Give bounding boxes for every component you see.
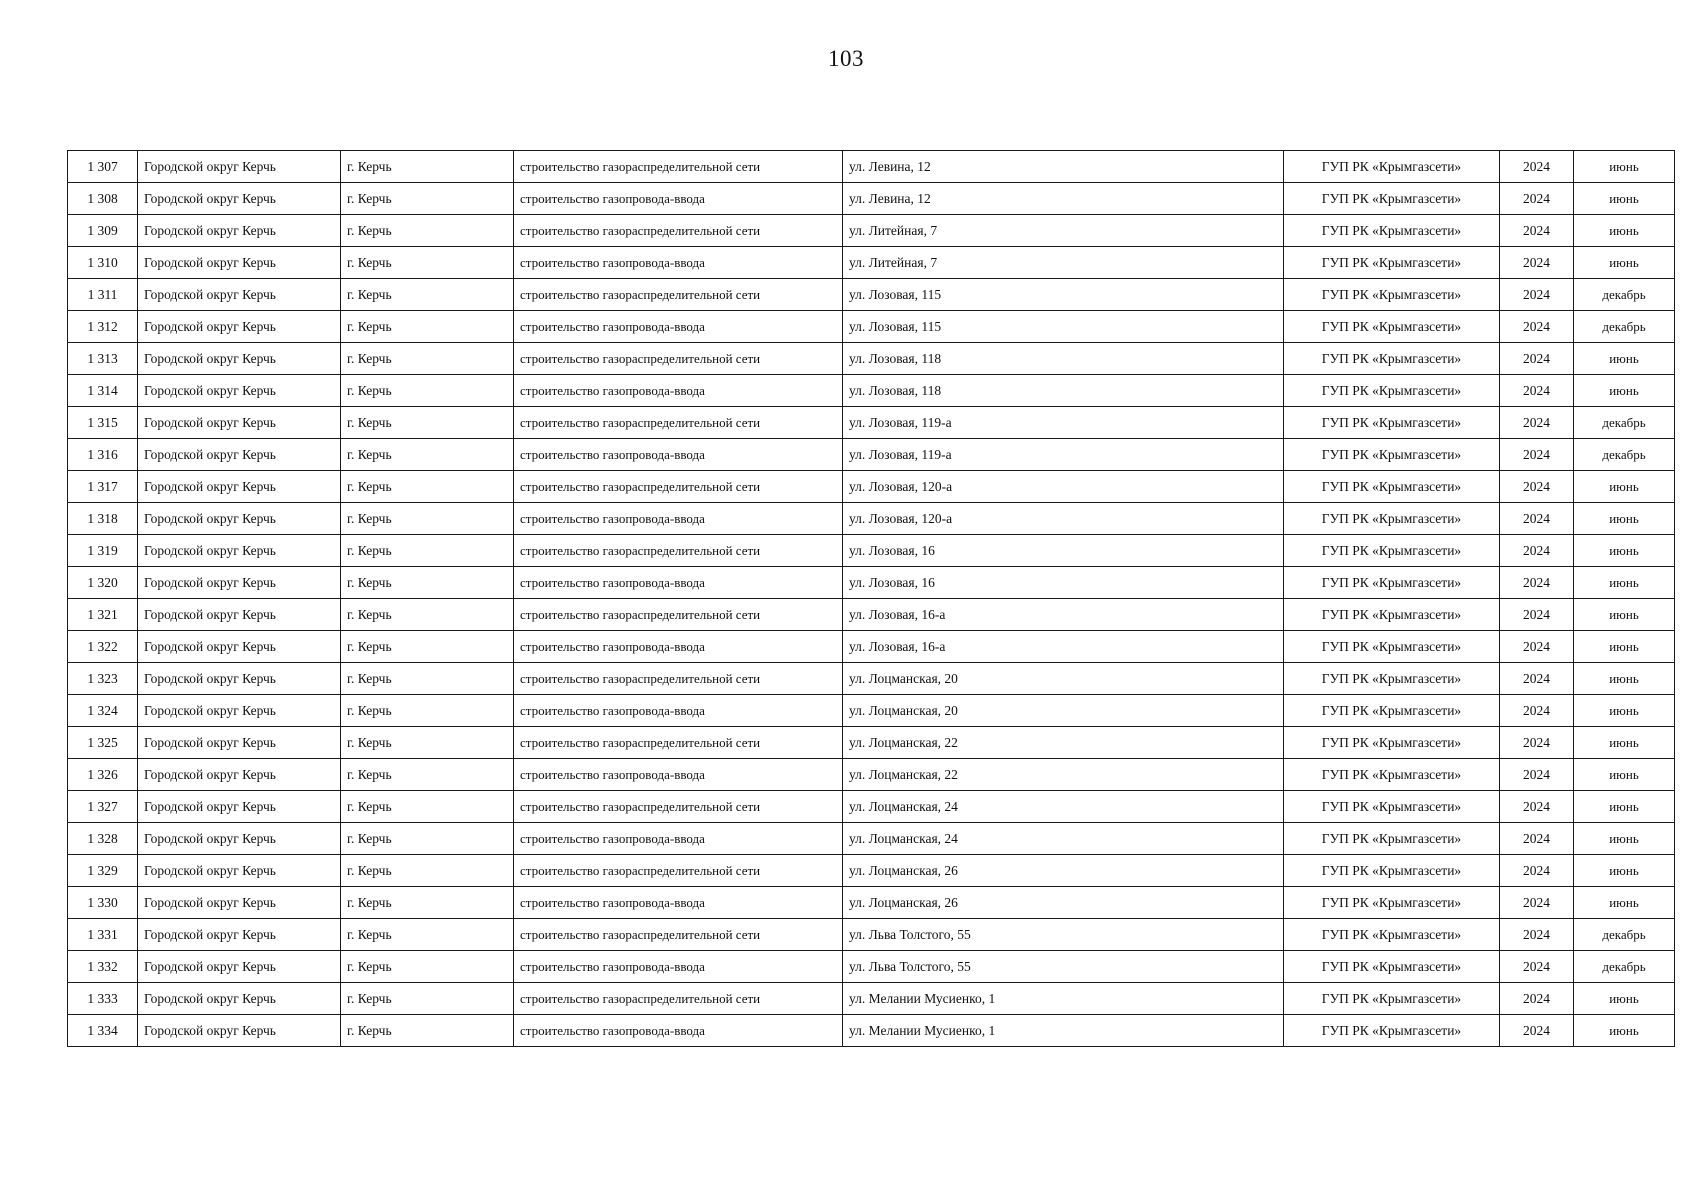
- address-cell: ул. Лозовая, 115: [843, 311, 1284, 343]
- row-number: 1 308: [68, 183, 138, 215]
- city-cell: г. Керчь: [341, 151, 514, 183]
- work-type-cell: строительство газораспределительной сети: [514, 919, 843, 951]
- city-cell: г. Керчь: [341, 407, 514, 439]
- year-cell: 2024: [1500, 1015, 1574, 1047]
- organization-cell: ГУП РК «Крымгазсети»: [1284, 663, 1500, 695]
- address-cell: ул. Лозовая, 16-а: [843, 599, 1284, 631]
- table-row: [68, 535, 1675, 567]
- row-number: 1 327: [68, 791, 138, 823]
- year-cell: 2024: [1500, 631, 1574, 663]
- city-cell: г. Керчь: [341, 599, 514, 631]
- district-cell: Городской округ Керчь: [138, 1015, 341, 1047]
- row-number: 1 334: [68, 1015, 138, 1047]
- row-number: 1 330: [68, 887, 138, 919]
- address-cell: ул. Лозовая, 120-а: [843, 503, 1284, 535]
- address-cell: ул. Левина, 12: [843, 183, 1284, 215]
- row-number: 1 319: [68, 535, 138, 567]
- work-type-cell: строительство газораспределительной сети: [514, 535, 843, 567]
- month-cell: декабрь: [1574, 951, 1675, 983]
- city-cell: г. Керчь: [341, 343, 514, 375]
- organization-cell: ГУП РК «Крымгазсети»: [1284, 1015, 1500, 1047]
- work-type-cell: строительство газораспределительной сети: [514, 727, 843, 759]
- city-cell: г. Керчь: [341, 1015, 514, 1047]
- organization-cell: ГУП РК «Крымгазсети»: [1284, 375, 1500, 407]
- city-cell: г. Керчь: [341, 759, 514, 791]
- row-number: 1 310: [68, 247, 138, 279]
- work-type-cell: строительство газораспределительной сети: [514, 855, 843, 887]
- table-row: [68, 471, 1675, 503]
- city-cell: г. Керчь: [341, 439, 514, 471]
- row-number: 1 333: [68, 983, 138, 1015]
- organization-cell: ГУП РК «Крымгазсети»: [1284, 727, 1500, 759]
- year-cell: 2024: [1500, 183, 1574, 215]
- table-row: [68, 183, 1675, 215]
- year-cell: 2024: [1500, 727, 1574, 759]
- organization-cell: ГУП РК «Крымгазсети»: [1284, 215, 1500, 247]
- organization-cell: ГУП РК «Крымгазсети»: [1284, 855, 1500, 887]
- row-number: 1 313: [68, 343, 138, 375]
- district-cell: Городской округ Керчь: [138, 855, 341, 887]
- table-row: [68, 151, 1675, 183]
- organization-cell: ГУП РК «Крымгазсети»: [1284, 535, 1500, 567]
- organization-cell: ГУП РК «Крымгазсети»: [1284, 247, 1500, 279]
- address-cell: ул. Лозовая, 16-а: [843, 631, 1284, 663]
- organization-cell: ГУП РК «Крымгазсети»: [1284, 919, 1500, 951]
- month-cell: декабрь: [1574, 407, 1675, 439]
- organization-cell: ГУП РК «Крымгазсети»: [1284, 567, 1500, 599]
- month-cell: декабрь: [1574, 311, 1675, 343]
- work-type-cell: строительство газопровода-ввода: [514, 375, 843, 407]
- organization-cell: ГУП РК «Крымгазсети»: [1284, 631, 1500, 663]
- year-cell: 2024: [1500, 567, 1574, 599]
- district-cell: Городской округ Керчь: [138, 375, 341, 407]
- table-row: [68, 887, 1675, 919]
- organization-cell: ГУП РК «Крымгазсети»: [1284, 503, 1500, 535]
- row-number: 1 315: [68, 407, 138, 439]
- table-row: [68, 247, 1675, 279]
- year-cell: 2024: [1500, 599, 1574, 631]
- table-body: [68, 151, 1675, 1047]
- organization-cell: ГУП РК «Крымгазсети»: [1284, 759, 1500, 791]
- table-row: [68, 727, 1675, 759]
- organization-cell: ГУП РК «Крымгазсети»: [1284, 887, 1500, 919]
- city-cell: г. Керчь: [341, 503, 514, 535]
- district-cell: Городской округ Керчь: [138, 823, 341, 855]
- city-cell: г. Керчь: [341, 215, 514, 247]
- month-cell: июнь: [1574, 375, 1675, 407]
- organization-cell: ГУП РК «Крымгазсети»: [1284, 791, 1500, 823]
- month-cell: июнь: [1574, 503, 1675, 535]
- row-number: 1 326: [68, 759, 138, 791]
- row-number: 1 307: [68, 151, 138, 183]
- address-cell: ул. Лозовая, 118: [843, 375, 1284, 407]
- organization-cell: ГУП РК «Крымгазсети»: [1284, 439, 1500, 471]
- city-cell: г. Керчь: [341, 663, 514, 695]
- work-type-cell: строительство газопровода-ввода: [514, 823, 843, 855]
- address-cell: ул. Литейная, 7: [843, 247, 1284, 279]
- district-cell: Городской округ Керчь: [138, 951, 341, 983]
- row-number: 1 309: [68, 215, 138, 247]
- page-number: 103: [828, 46, 864, 71]
- address-cell: ул. Лозовая, 119-а: [843, 439, 1284, 471]
- work-type-cell: строительство газораспределительной сети: [514, 663, 843, 695]
- table-row: [68, 855, 1675, 887]
- work-type-cell: строительство газораспределительной сети: [514, 151, 843, 183]
- year-cell: 2024: [1500, 887, 1574, 919]
- month-cell: июнь: [1574, 1015, 1675, 1047]
- organization-cell: ГУП РК «Крымгазсети»: [1284, 471, 1500, 503]
- organization-cell: ГУП РК «Крымгазсети»: [1284, 279, 1500, 311]
- district-cell: Городской округ Керчь: [138, 311, 341, 343]
- month-cell: июнь: [1574, 215, 1675, 247]
- month-cell: июнь: [1574, 823, 1675, 855]
- month-cell: июнь: [1574, 599, 1675, 631]
- address-cell: ул. Лоцманская, 22: [843, 759, 1284, 791]
- year-cell: 2024: [1500, 759, 1574, 791]
- city-cell: г. Керчь: [341, 983, 514, 1015]
- table-row: [68, 951, 1675, 983]
- row-number: 1 311: [68, 279, 138, 311]
- district-cell: Городской округ Керчь: [138, 919, 341, 951]
- district-cell: Городской округ Керчь: [138, 727, 341, 759]
- address-cell: ул. Лоцманская, 24: [843, 823, 1284, 855]
- year-cell: 2024: [1500, 695, 1574, 727]
- row-number: 1 322: [68, 631, 138, 663]
- year-cell: 2024: [1500, 663, 1574, 695]
- table-row: [68, 439, 1675, 471]
- year-cell: 2024: [1500, 951, 1574, 983]
- city-cell: г. Керчь: [341, 695, 514, 727]
- table-row: [68, 407, 1675, 439]
- table-row: [68, 663, 1675, 695]
- year-cell: 2024: [1500, 247, 1574, 279]
- table-row: [68, 567, 1675, 599]
- district-cell: Городской округ Керчь: [138, 183, 341, 215]
- work-type-cell: строительство газораспределительной сети: [514, 983, 843, 1015]
- address-cell: ул. Лозовая, 16: [843, 567, 1284, 599]
- month-cell: июнь: [1574, 631, 1675, 663]
- work-type-cell: строительство газопровода-ввода: [514, 439, 843, 471]
- city-cell: г. Керчь: [341, 951, 514, 983]
- organization-cell: ГУП РК «Крымгазсети»: [1284, 983, 1500, 1015]
- city-cell: г. Керчь: [341, 791, 514, 823]
- organization-cell: ГУП РК «Крымгазсети»: [1284, 151, 1500, 183]
- work-type-cell: строительство газопровода-ввода: [514, 887, 843, 919]
- city-cell: г. Керчь: [341, 183, 514, 215]
- year-cell: 2024: [1500, 375, 1574, 407]
- work-type-cell: строительство газораспределительной сети: [514, 471, 843, 503]
- year-cell: 2024: [1500, 215, 1574, 247]
- district-cell: Городской округ Керчь: [138, 215, 341, 247]
- row-number: 1 316: [68, 439, 138, 471]
- work-type-cell: строительство газораспределительной сети: [514, 407, 843, 439]
- address-cell: ул. Литейная, 7: [843, 215, 1284, 247]
- organization-cell: ГУП РК «Крымгазсети»: [1284, 343, 1500, 375]
- work-type-cell: строительство газопровода-ввода: [514, 503, 843, 535]
- district-cell: Городской округ Керчь: [138, 983, 341, 1015]
- table-row: [68, 343, 1675, 375]
- work-type-cell: строительство газопровода-ввода: [514, 631, 843, 663]
- year-cell: 2024: [1500, 279, 1574, 311]
- year-cell: 2024: [1500, 855, 1574, 887]
- city-cell: г. Керчь: [341, 855, 514, 887]
- month-cell: июнь: [1574, 343, 1675, 375]
- organization-cell: ГУП РК «Крымгазсети»: [1284, 951, 1500, 983]
- address-cell: ул. Лозовая, 16: [843, 535, 1284, 567]
- district-cell: Городской округ Керчь: [138, 887, 341, 919]
- city-cell: г. Керчь: [341, 823, 514, 855]
- district-cell: Городской округ Керчь: [138, 631, 341, 663]
- year-cell: 2024: [1500, 343, 1574, 375]
- month-cell: июнь: [1574, 759, 1675, 791]
- city-cell: г. Керчь: [341, 247, 514, 279]
- row-number: 1 329: [68, 855, 138, 887]
- city-cell: г. Керчь: [341, 311, 514, 343]
- work-type-cell: строительство газораспределительной сети: [514, 599, 843, 631]
- work-type-cell: строительство газораспределительной сети: [514, 791, 843, 823]
- gasification-table: [67, 150, 1675, 1047]
- address-cell: ул. Лоцманская, 20: [843, 695, 1284, 727]
- work-type-cell: строительство газораспределительной сети: [514, 279, 843, 311]
- district-cell: Городской округ Керчь: [138, 407, 341, 439]
- table-row: [68, 375, 1675, 407]
- month-cell: июнь: [1574, 535, 1675, 567]
- row-number: 1 317: [68, 471, 138, 503]
- table-row: [68, 695, 1675, 727]
- work-type-cell: строительство газораспределительной сети: [514, 215, 843, 247]
- row-number: 1 323: [68, 663, 138, 695]
- row-number: 1 321: [68, 599, 138, 631]
- organization-cell: ГУП РК «Крымгазсети»: [1284, 311, 1500, 343]
- city-cell: г. Керчь: [341, 887, 514, 919]
- work-type-cell: строительство газопровода-ввода: [514, 311, 843, 343]
- district-cell: Городской округ Керчь: [138, 791, 341, 823]
- month-cell: декабрь: [1574, 279, 1675, 311]
- address-cell: ул. Лозовая, 118: [843, 343, 1284, 375]
- district-cell: Городской округ Керчь: [138, 343, 341, 375]
- table-row: [68, 823, 1675, 855]
- address-cell: ул. Лоцманская, 20: [843, 663, 1284, 695]
- row-number: 1 312: [68, 311, 138, 343]
- address-cell: ул. Льва Толстого, 55: [843, 951, 1284, 983]
- month-cell: июнь: [1574, 855, 1675, 887]
- district-cell: Городской округ Керчь: [138, 535, 341, 567]
- year-cell: 2024: [1500, 791, 1574, 823]
- month-cell: июнь: [1574, 183, 1675, 215]
- month-cell: декабрь: [1574, 919, 1675, 951]
- city-cell: г. Керчь: [341, 919, 514, 951]
- city-cell: г. Керчь: [341, 567, 514, 599]
- table-row: [68, 279, 1675, 311]
- work-type-cell: строительство газопровода-ввода: [514, 183, 843, 215]
- year-cell: 2024: [1500, 471, 1574, 503]
- address-cell: ул. Мелании Мусиенко, 1: [843, 983, 1284, 1015]
- district-cell: Городской округ Керчь: [138, 567, 341, 599]
- organization-cell: ГУП РК «Крымгазсети»: [1284, 599, 1500, 631]
- address-cell: ул. Лоцманская, 24: [843, 791, 1284, 823]
- table-row: [68, 983, 1675, 1015]
- work-type-cell: строительство газопровода-ввода: [514, 567, 843, 599]
- address-cell: ул. Лозовая, 120-а: [843, 471, 1284, 503]
- table-row: [68, 791, 1675, 823]
- year-cell: 2024: [1500, 407, 1574, 439]
- month-cell: июнь: [1574, 727, 1675, 759]
- address-cell: ул. Лозовая, 119-а: [843, 407, 1284, 439]
- address-cell: ул. Льва Толстого, 55: [843, 919, 1284, 951]
- table-row: [68, 631, 1675, 663]
- work-type-cell: строительство газопровода-ввода: [514, 1015, 843, 1047]
- address-cell: ул. Лоцманская, 26: [843, 855, 1284, 887]
- district-cell: Городской округ Керчь: [138, 663, 341, 695]
- district-cell: Городской округ Керчь: [138, 247, 341, 279]
- row-number: 1 324: [68, 695, 138, 727]
- organization-cell: ГУП РК «Крымгазсети»: [1284, 407, 1500, 439]
- district-cell: Городской округ Керчь: [138, 695, 341, 727]
- address-cell: ул. Лоцманская, 22: [843, 727, 1284, 759]
- address-cell: ул. Лозовая, 115: [843, 279, 1284, 311]
- work-type-cell: строительство газопровода-ввода: [514, 759, 843, 791]
- month-cell: декабрь: [1574, 439, 1675, 471]
- city-cell: г. Керчь: [341, 375, 514, 407]
- year-cell: 2024: [1500, 503, 1574, 535]
- work-type-cell: строительство газораспределительной сети: [514, 343, 843, 375]
- city-cell: г. Керчь: [341, 727, 514, 759]
- district-cell: Городской округ Керчь: [138, 759, 341, 791]
- row-number: 1 318: [68, 503, 138, 535]
- table-row: [68, 759, 1675, 791]
- month-cell: июнь: [1574, 471, 1675, 503]
- work-type-cell: строительство газопровода-ввода: [514, 951, 843, 983]
- month-cell: июнь: [1574, 887, 1675, 919]
- table-row: [68, 311, 1675, 343]
- work-type-cell: строительство газопровода-ввода: [514, 247, 843, 279]
- city-cell: г. Керчь: [341, 535, 514, 567]
- year-cell: 2024: [1500, 823, 1574, 855]
- table-row: [68, 1015, 1675, 1047]
- city-cell: г. Керчь: [341, 631, 514, 663]
- year-cell: 2024: [1500, 535, 1574, 567]
- year-cell: 2024: [1500, 151, 1574, 183]
- row-number: 1 331: [68, 919, 138, 951]
- row-number: 1 320: [68, 567, 138, 599]
- district-cell: Городской округ Керчь: [138, 503, 341, 535]
- row-number: 1 328: [68, 823, 138, 855]
- year-cell: 2024: [1500, 439, 1574, 471]
- table-row: [68, 919, 1675, 951]
- organization-cell: ГУП РК «Крымгазсети»: [1284, 183, 1500, 215]
- year-cell: 2024: [1500, 919, 1574, 951]
- table-row: [68, 599, 1675, 631]
- district-cell: Городской округ Керчь: [138, 599, 341, 631]
- month-cell: июнь: [1574, 983, 1675, 1015]
- district-cell: Городской округ Керчь: [138, 439, 341, 471]
- district-cell: Городской округ Керчь: [138, 279, 341, 311]
- year-cell: 2024: [1500, 311, 1574, 343]
- row-number: 1 314: [68, 375, 138, 407]
- address-cell: ул. Лоцманская, 26: [843, 887, 1284, 919]
- address-cell: ул. Левина, 12: [843, 151, 1284, 183]
- month-cell: июнь: [1574, 663, 1675, 695]
- month-cell: июнь: [1574, 695, 1675, 727]
- year-cell: 2024: [1500, 983, 1574, 1015]
- city-cell: г. Керчь: [341, 471, 514, 503]
- organization-cell: ГУП РК «Крымгазсети»: [1284, 823, 1500, 855]
- district-cell: Городской округ Керчь: [138, 151, 341, 183]
- row-number: 1 332: [68, 951, 138, 983]
- work-type-cell: строительство газопровода-ввода: [514, 695, 843, 727]
- district-cell: Городской округ Керчь: [138, 471, 341, 503]
- row-number: 1 325: [68, 727, 138, 759]
- table-row: [68, 503, 1675, 535]
- month-cell: июнь: [1574, 791, 1675, 823]
- month-cell: июнь: [1574, 567, 1675, 599]
- table-row: [68, 215, 1675, 247]
- city-cell: г. Керчь: [341, 279, 514, 311]
- address-cell: ул. Мелании Мусиенко, 1: [843, 1015, 1284, 1047]
- month-cell: июнь: [1574, 151, 1675, 183]
- organization-cell: ГУП РК «Крымгазсети»: [1284, 695, 1500, 727]
- month-cell: июнь: [1574, 247, 1675, 279]
